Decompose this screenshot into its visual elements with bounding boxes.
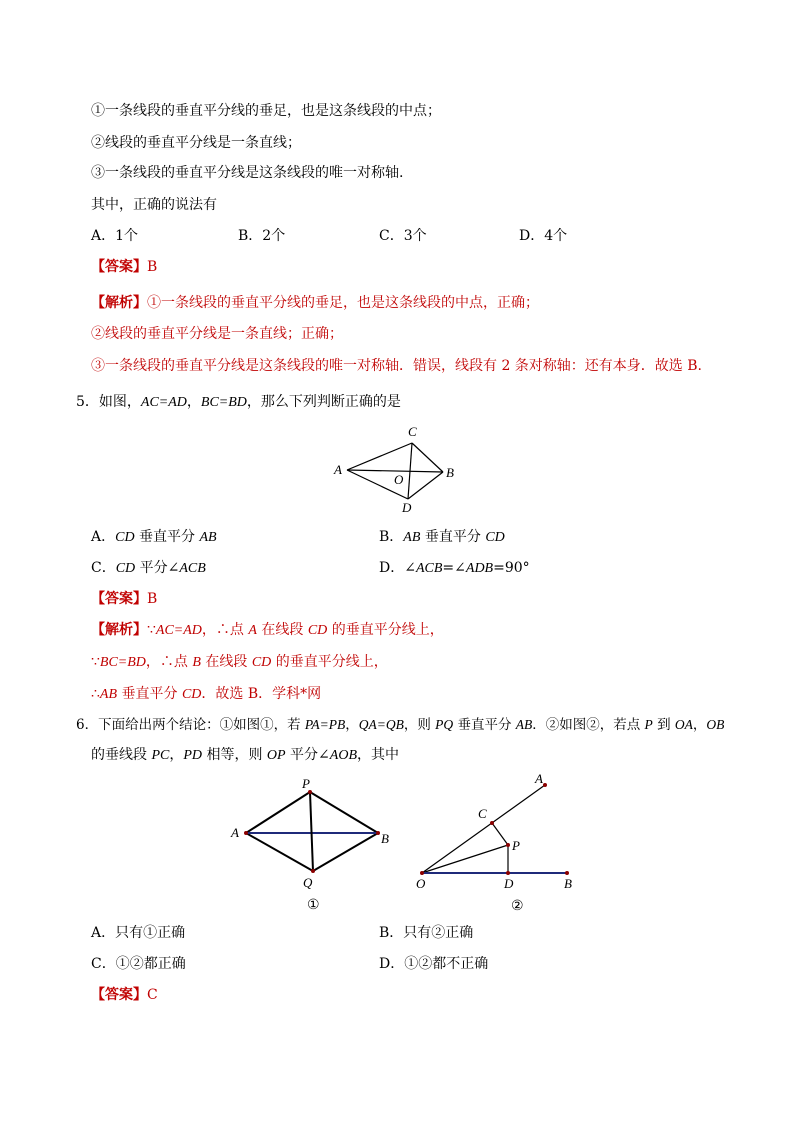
- q6-stem-line-1: [76, 716, 724, 734]
- q6-answer: [91, 986, 158, 1004]
- stem-text: ，: [169, 747, 184, 763]
- analysis-var: BC=BD: [99, 655, 146, 670]
- q5-option-d: [379, 559, 530, 578]
- q6-option-c: C．①②都正确: [91, 956, 186, 972]
- point-o: [420, 871, 424, 875]
- label-d: D: [402, 500, 412, 514]
- q4-stem: 其中，正确的说法有: [91, 197, 217, 213]
- point-a: [543, 783, 547, 787]
- segment-pq: [310, 792, 313, 871]
- analysis-tag: 【解析】: [91, 295, 147, 311]
- q4-option-b: B．2个: [238, 228, 286, 244]
- q6-option-d: D．①②都不正确: [379, 956, 489, 972]
- opt-mid: 垂直平分: [134, 529, 200, 545]
- segment-ac: [347, 443, 412, 470]
- q5-option-a: [91, 528, 217, 547]
- q5-number: 5．如图，: [76, 394, 141, 410]
- analysis-var: AB: [99, 687, 118, 702]
- stem-text: 的垂线段: [91, 747, 152, 763]
- q6-stem-line-2: [91, 746, 399, 765]
- point-c: [490, 821, 494, 825]
- opt-var: AB: [199, 530, 217, 545]
- label-b: B: [564, 876, 572, 891]
- label-a: A: [231, 825, 239, 840]
- analysis-var: AC=AD: [155, 623, 202, 638]
- point-p: [506, 843, 510, 847]
- stem-var: PQ: [435, 717, 454, 732]
- segment-pb: [310, 792, 378, 833]
- stem-var: PC: [151, 748, 170, 763]
- stem-var: AB: [515, 717, 533, 732]
- segment-op: [422, 845, 508, 873]
- analysis-text: ，∴点: [201, 622, 249, 638]
- opt-mid: 平分∠: [135, 560, 180, 576]
- label-d: D: [504, 876, 514, 891]
- analysis-var: B: [192, 655, 201, 670]
- segment-pc: [492, 823, 508, 845]
- stem-var: P: [644, 717, 653, 732]
- analysis-text: 在线段: [256, 622, 308, 638]
- answer-value: B: [147, 259, 158, 275]
- q5-analysis-1: [91, 621, 444, 640]
- point-q: [311, 869, 315, 873]
- label-p: P: [512, 838, 520, 853]
- analysis-text: ∵: [91, 654, 100, 670]
- stem-text: ，其中: [357, 747, 399, 763]
- answer-tag: 【答案】: [91, 591, 147, 607]
- analysis-text: 的垂直平分线上，: [271, 654, 388, 670]
- opt-prefix: B．: [379, 529, 404, 545]
- analysis-var: CD: [307, 623, 328, 638]
- stem-text: ，: [345, 717, 359, 733]
- answer-tag: 【答案】: [91, 987, 147, 1003]
- opt-var: ADB: [465, 561, 494, 576]
- q5-sep: ，: [186, 394, 201, 410]
- label-a: A: [535, 771, 543, 786]
- q5-cond-2: BC=BD: [200, 395, 247, 410]
- analysis-text: ．故选 B．学科*网: [201, 686, 322, 702]
- label-p: P: [302, 776, 310, 791]
- q4-answer: [91, 258, 157, 276]
- q4-analysis-3: ③一条线段的垂直平分线是这条线段的唯一对称轴．错误，线段有 2 条对称轴：还有本身．故选 B.: [91, 358, 702, 374]
- figure-1-caption: ①: [307, 898, 320, 913]
- stem-var: AOB: [329, 748, 357, 763]
- analysis-var: CD: [251, 655, 272, 670]
- label-o: O: [416, 876, 426, 891]
- stem-text: 到: [652, 717, 675, 733]
- figure-2-caption: ②: [511, 899, 524, 914]
- opt-var: ACB: [179, 561, 206, 576]
- q6-option-a: A．只有①正确: [91, 925, 186, 941]
- opt-mid: =∠: [442, 560, 466, 576]
- analysis-tag: 【解析】: [91, 622, 147, 638]
- stem-text: 平分∠: [285, 747, 330, 763]
- segment-cb: [412, 443, 443, 472]
- analysis-var: A: [248, 623, 257, 638]
- segment-qb: [313, 833, 378, 871]
- stem-var: PD: [183, 748, 203, 763]
- q5-stem: [76, 393, 401, 412]
- label-o: O: [394, 472, 404, 487]
- stem-text: 垂直平分: [453, 717, 516, 733]
- answer-value: B: [147, 591, 158, 607]
- q5-analysis-3: [91, 685, 321, 704]
- answer-value: C: [147, 987, 158, 1003]
- q5-analysis-2: [91, 653, 388, 672]
- label-b: B: [446, 465, 454, 480]
- stem-var: OB: [706, 717, 725, 732]
- point-a: [244, 831, 248, 835]
- point-d: [506, 871, 510, 875]
- label-c: C: [478, 806, 487, 821]
- q4-analysis-1: [91, 294, 539, 312]
- q5-tail: ，那么下列判断正确的是: [246, 394, 401, 410]
- opt-tail: =90°: [493, 560, 530, 576]
- opt-var: CD: [115, 530, 135, 545]
- stem-var: QA=QB: [358, 717, 404, 732]
- q6-figure-2: [408, 768, 583, 916]
- stem-text: 相等，则: [202, 747, 267, 763]
- stem-text: 6．下面给出两个结论：①如图①，若: [76, 717, 305, 733]
- stem-var: PA=PB: [304, 717, 346, 732]
- segment-bd: [408, 472, 443, 499]
- stem-var: OP: [266, 748, 286, 763]
- opt-var: AB: [403, 530, 421, 545]
- q4-statement-1: ①一条线段的垂直平分线的垂足，也是这条线段的中点；: [91, 103, 441, 119]
- q4-statement-2: ②线段的垂直平分线是一条直线；: [91, 135, 301, 151]
- stem-var: OA: [674, 717, 693, 732]
- opt-prefix: C．: [91, 560, 116, 576]
- q5-figure: [326, 422, 466, 514]
- q4-analysis-2: ②线段的垂直平分线是一条直线；正确；: [91, 326, 343, 342]
- q4-statement-3: ③一条线段的垂直平分线是这条线段的唯一对称轴.: [91, 165, 404, 181]
- analysis-text: ∵: [147, 622, 156, 638]
- point-b: [376, 831, 380, 835]
- segment-qa: [246, 833, 313, 871]
- opt-var: ACB: [415, 561, 443, 576]
- q6-option-b: B．只有②正确: [379, 925, 474, 941]
- label-c: C: [408, 424, 417, 439]
- analysis-text: 在线段: [200, 654, 252, 670]
- q5-option-b: [379, 528, 505, 547]
- segment-pa: [246, 792, 310, 833]
- opt-var: CD: [115, 561, 136, 576]
- stem-text: ，: [692, 717, 707, 733]
- opt-mid: 垂直平分: [420, 529, 486, 545]
- q6-figure-1: [226, 775, 396, 915]
- label-q: Q: [303, 875, 313, 890]
- q4-option-d: D．4个: [519, 228, 568, 244]
- stem-text: ．②如图②，若点: [532, 717, 645, 733]
- label-b: B: [381, 831, 389, 846]
- analysis-text: ①一条线段的垂直平分线的垂足，也是这条线段的中点，正确；: [147, 295, 539, 311]
- point-b: [565, 871, 569, 875]
- analysis-text: ∴: [91, 686, 100, 702]
- stem-text: ，则: [403, 717, 436, 733]
- analysis-text: 垂直平分: [117, 686, 182, 702]
- analysis-var: CD: [181, 687, 202, 702]
- ray-oa: [422, 785, 545, 873]
- answer-tag: 【答案】: [91, 259, 147, 275]
- opt-prefix: D．∠: [379, 560, 416, 576]
- q5-cond-1: AC=AD: [140, 395, 187, 410]
- analysis-text: ，∴点: [145, 654, 193, 670]
- analysis-text: 的垂直平分线上，: [327, 622, 444, 638]
- q4-option-a: A．1个: [91, 228, 139, 244]
- opt-var: CD: [485, 530, 505, 545]
- q5-option-c: [91, 559, 206, 578]
- opt-prefix: A．: [91, 529, 116, 545]
- q4-option-c: C．3个: [379, 228, 427, 244]
- label-a: A: [334, 462, 342, 477]
- q5-answer: [91, 590, 157, 608]
